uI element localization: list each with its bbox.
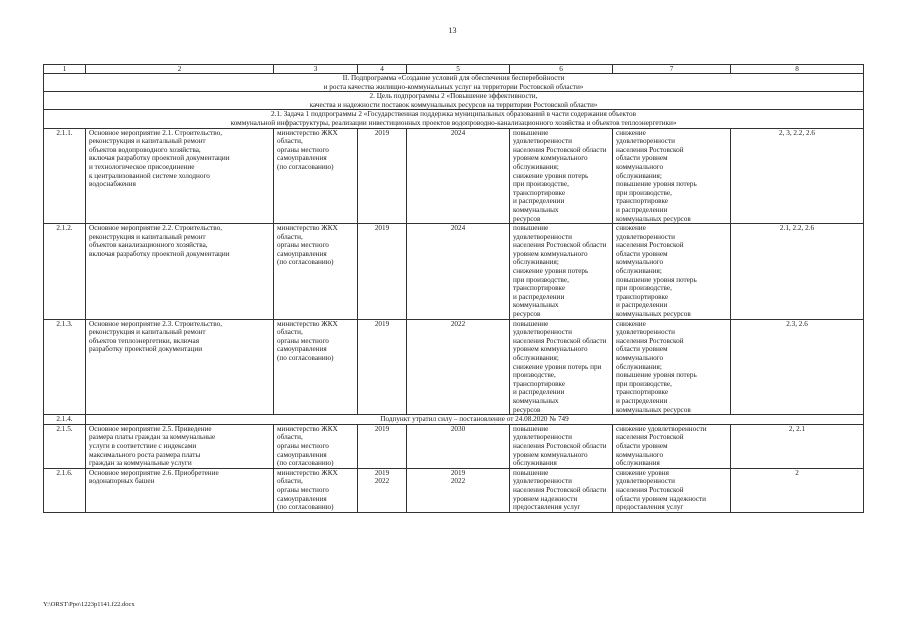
row-number: 2.1.6. <box>44 468 86 512</box>
column-number: 6 <box>510 65 613 74</box>
expected-result: повышение удовлетворенности населения Ростовской области уровнем коммунального обслуживания; снижение уровня потерь при производстве, транспортировке и распределении коммунальных ресурсов <box>510 224 613 320</box>
column-number: 8 <box>731 65 864 74</box>
column-number: 7 <box>613 65 731 74</box>
column-number: 1 <box>44 65 86 74</box>
end-year: 2019 2022 <box>407 468 510 512</box>
non-implementation-consequence: снижение удовлетворенности населения Ростовской области уровнем коммунального обслуживания; повышение уровня потерь при производстве, транспортировке и распределении коммунальных ресурсов <box>613 224 731 320</box>
column-number: 2 <box>86 65 274 74</box>
table-row <box>44 224 864 320</box>
row-number: 2.1.5. <box>44 424 86 468</box>
executor: министерство ЖКХ области, органы местного самоуправления (по согласованию) <box>274 224 358 320</box>
executor: министерство ЖКХ области, органы местного самоуправления (по согласованию) <box>274 128 358 224</box>
start-year: 2019 <box>358 424 407 468</box>
file-path: Y:\ORST\Ppo\1223p1141.f22.docx <box>43 601 135 608</box>
activity-name: Основное мероприятие 2.2. Строительство, реконструкция и капитальный ремонт объектов канализационного хозяйства, включая разработку проектной документации <box>86 224 274 320</box>
non-implementation-consequence: снижение удовлетворенности населения Ростовской области уровнем коммунального обслуживания; повышение уровня потерь при производстве, транспортировке и распределении коммунальных ресурсов <box>613 128 731 224</box>
table-row <box>44 468 864 512</box>
end-year: 2022 <box>407 319 510 415</box>
repealed-note: Подпункт утратил силу – постановление от 24.08.2020 № 749 <box>86 415 864 425</box>
table-row <box>44 319 864 415</box>
program-table <box>43 64 864 513</box>
expected-result: повышение удовлетворенности населения Ростовской области уровнем коммунального обслуживания <box>510 424 613 468</box>
table-row <box>44 415 864 425</box>
table-row <box>44 128 864 224</box>
start-year: 2019 <box>358 319 407 415</box>
row-number: 2.1.3. <box>44 319 86 415</box>
activity-name: Основное мероприятие 2.5. Приведение размера платы граждан за коммунальные услуги в соответствие с индексами максимального роста размера платы граждан за коммунальные услуги <box>86 424 274 468</box>
indicator-link: 2.3, 2.6 <box>731 319 864 415</box>
row-number: 2.1.2. <box>44 224 86 320</box>
column-number: 4 <box>358 65 407 74</box>
indicator-link: 2, 2.1 <box>731 424 864 468</box>
expected-result: повышение удовлетворенности населения Ростовской области уровнем коммунального обслуживания; снижение уровня потерь при производстве, транспортировке и распределении коммунальных ресурсов <box>510 128 613 224</box>
start-year: 2019 2022 <box>358 468 407 512</box>
executor: министерство ЖКХ области, органы местного самоуправления (по согласованию) <box>274 468 358 512</box>
activity-name: Основное мероприятие 2.6. Приобретение водонапорных башен <box>86 468 274 512</box>
non-implementation-consequence: снижение удовлетворенности населения Ростовской области уровнем коммунального обслуживания; повышение уровня потерь при производстве, транспортировке и распределении коммунальных ресурсов <box>613 319 731 415</box>
row-number: 2.1.4. <box>44 415 86 425</box>
end-year: 2030 <box>407 424 510 468</box>
non-implementation-consequence: снижение уровня удовлетворенности населения Ростовской области уровнем надежности предоставления услуг <box>613 468 731 512</box>
section-title: II. Подпрограмма «Создание условий для обеспечения бесперебойности и роста качества жилищно-коммунальных услуг на территории Ростовской области» <box>44 74 864 92</box>
column-number: 5 <box>407 65 510 74</box>
expected-result: повышение удовлетворенности населения Ростовской области уровнем коммунального обслуживания; снижение уровня потерь при производстве, транспортировке и распределении коммунальных ресурсов <box>510 319 613 415</box>
start-year: 2019 <box>358 128 407 224</box>
indicator-link: 2.1, 2.2, 2.6 <box>731 224 864 320</box>
page-number: 13 <box>448 26 457 35</box>
executor: министерство ЖКХ области, органы местного самоуправления (по согласованию) <box>274 424 358 468</box>
end-year: 2024 <box>407 128 510 224</box>
column-number-row <box>44 65 864 74</box>
start-year: 2019 <box>358 224 407 320</box>
row-number: 2.1.1. <box>44 128 86 224</box>
executor: министерство ЖКХ области, органы местного самоуправления (по согласованию) <box>274 319 358 415</box>
column-number: 3 <box>274 65 358 74</box>
non-implementation-consequence: снижение удовлетворенности населения Ростовской области уровнем коммунального обслуживания <box>613 424 731 468</box>
expected-result: повышение удовлетворенности населения Ростовской области уровнем надежности предоставления услуг <box>510 468 613 512</box>
activity-name: Основное мероприятие 2.3. Строительство, реконструкция и капитальный ремонт объектов теплоэнергетики, включая разработку проектной документации <box>86 319 274 415</box>
activity-name: Основное мероприятие 2.1. Строительство, реконструкция и капитальный ремонт объектов водопроводного хозяйства, включая разработку проектной документации и технологическое присоединение к централизованной системе холодного водоснабжения <box>86 128 274 224</box>
indicator-link: 2, 3, 2.2, 2.6 <box>731 128 864 224</box>
end-year: 2024 <box>407 224 510 320</box>
indicator-link: 2 <box>731 468 864 512</box>
goal-title: 2. Цель подпрограммы 2 «Повышение эффективности, качества и надежности поставок коммунальных ресурсов на территории Ростовской области» <box>44 92 864 110</box>
task-title: 2.1. Задача 1 подпрограммы 2 «Государственная поддержка муниципальных образований в части содержания объектов коммунальной инфраструктуры, реализации инвестиционных проектов водопроводно-канализационного хозяйства и объектов теплоэнергетики» <box>44 110 864 128</box>
table-row <box>44 424 864 468</box>
